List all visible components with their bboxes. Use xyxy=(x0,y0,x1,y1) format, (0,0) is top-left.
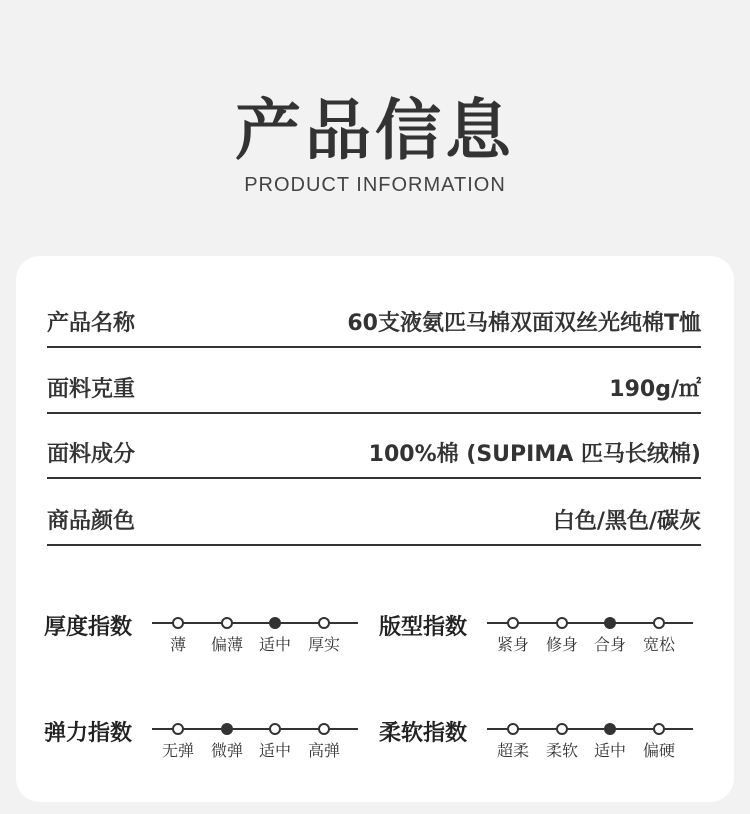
index-thickness xyxy=(44,610,384,670)
index-label: 版型指数 xyxy=(379,615,468,640)
index-option-label: 微弹 xyxy=(210,741,243,760)
index-label: 弹力指数 xyxy=(44,721,133,746)
info-row-color xyxy=(47,480,701,546)
index-option-label: 合身 xyxy=(593,635,626,654)
index-option-label: 高弹 xyxy=(307,741,340,760)
index-dot xyxy=(172,723,184,735)
index-option-label: 适中 xyxy=(593,741,626,760)
index-dot xyxy=(221,617,233,629)
index-dot-selected xyxy=(604,723,616,735)
index-fit xyxy=(379,610,719,670)
index-option-label: 紧身 xyxy=(496,635,529,654)
index-label: 厚度指数 xyxy=(44,615,133,640)
info-row-product-name xyxy=(47,282,701,348)
info-label: 面料成分 xyxy=(47,442,136,467)
index-scale xyxy=(487,610,693,660)
index-scale xyxy=(487,716,693,766)
info-value: 白色/黑色/碳灰 xyxy=(552,509,701,534)
index-option-label: 偏硬 xyxy=(642,741,675,760)
info-value: 60支液氨匹马棉双面双丝光纯棉T恤 xyxy=(347,311,701,336)
index-dot xyxy=(318,723,330,735)
index-dot xyxy=(556,617,568,629)
info-value: 190g/㎡ xyxy=(609,377,701,402)
index-dot xyxy=(269,723,281,735)
index-option-label: 适中 xyxy=(258,635,291,654)
index-elasticity xyxy=(44,716,384,776)
index-option-label: 柔软 xyxy=(545,741,578,760)
index-option-label: 宽松 xyxy=(642,635,675,654)
page-subtitle: PRODUCT INFORMATION xyxy=(244,174,506,196)
index-dot xyxy=(556,723,568,735)
page-title: 产品信息 xyxy=(235,92,515,169)
index-option-label: 偏薄 xyxy=(210,635,243,654)
index-option-label: 超柔 xyxy=(496,741,529,760)
index-dot-selected xyxy=(221,723,233,735)
index-dot xyxy=(507,617,519,629)
index-option-label: 薄 xyxy=(169,635,186,654)
index-dot xyxy=(318,617,330,629)
index-scale xyxy=(152,610,358,660)
header xyxy=(0,0,750,250)
index-softness xyxy=(379,716,719,776)
index-option-label: 适中 xyxy=(258,741,291,760)
index-dot xyxy=(172,617,184,629)
info-label: 产品名称 xyxy=(47,311,136,336)
info-row-fabric-weight xyxy=(47,348,701,414)
index-dot xyxy=(653,723,665,735)
index-dot xyxy=(653,617,665,629)
index-dot xyxy=(507,723,519,735)
product-info-card xyxy=(16,256,734,802)
index-option-label: 厚实 xyxy=(307,635,340,654)
info-label: 面料克重 xyxy=(47,377,136,402)
info-label: 商品颜色 xyxy=(47,509,136,534)
index-dot-selected xyxy=(269,617,281,629)
index-scale xyxy=(152,716,358,766)
index-option-label: 修身 xyxy=(545,635,578,654)
info-value: 100%棉 (SUPIMA 匹马长绒棉) xyxy=(368,442,701,467)
info-row-fabric-composition xyxy=(47,413,701,479)
index-option-label: 无弹 xyxy=(161,741,194,760)
index-dot-selected xyxy=(604,617,616,629)
index-label: 柔软指数 xyxy=(379,721,468,746)
